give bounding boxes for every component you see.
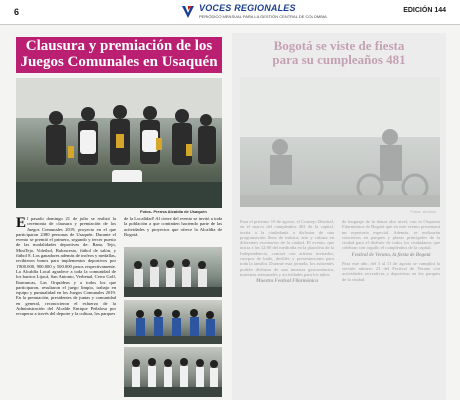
page-number: 6 bbox=[14, 7, 20, 17]
right-article-faded bbox=[232, 33, 446, 400]
right-title-line-2: para su cumpleaños 481 bbox=[272, 52, 406, 67]
right-title-line-1: Bogotá se viste de fiesta bbox=[273, 38, 405, 53]
right-column-2 bbox=[342, 219, 440, 397]
group-photo-1 bbox=[124, 247, 222, 297]
group-photo-1-illustration bbox=[124, 247, 222, 297]
article-column-1 bbox=[16, 216, 116, 398]
voces-regionales-logo-icon bbox=[180, 4, 196, 20]
group-photo-2 bbox=[124, 300, 222, 344]
right-subhead-1: Muestra Festival Filarmónica bbox=[256, 279, 318, 285]
festival-photo bbox=[240, 77, 440, 207]
right-photo-credit: Fotos- Archivo bbox=[410, 209, 436, 214]
award-ceremony-illustration bbox=[16, 78, 222, 208]
right-article-panel bbox=[232, 33, 446, 400]
edition-number: EDICIÓN 144 bbox=[403, 7, 446, 14]
left-article-title bbox=[16, 37, 222, 73]
drop-cap: E bbox=[16, 216, 27, 231]
article-text-2: de la Localidad! Al cierre del evento se invitó a toda la población a que continúen haciendo parte de las actividades y proyectos que ofrece la Alcaldía de Bogotá. bbox=[124, 216, 222, 237]
masthead bbox=[0, 0, 460, 25]
group-photo-3 bbox=[124, 347, 222, 397]
title-line-1: Clausura y premiación de los bbox=[25, 38, 213, 54]
right-text-1: Para el próximo 10 de agosto, el Concejo Distrital, en el marco del cumpleaños 481 de la capital, invita a la ciudadanía a disfrutar de una programación llena de música, arte y cultura en diferentes escenarios de la ciudad. El evento, que inicia a las 12:00 del mediodía en la plazoleta de la Independencia, contará con artistas invitados, cuerpos de baile, desfiles y presentaciones para toda la familia. Durante esta jornada, los asistentes podrán disfrutar de una muestra gastronómica, muestras artesanales y actividades para los niños. bbox=[240, 219, 334, 277]
photo-credit: Fotos- Prensa Alcaldía de Usaquén bbox=[140, 209, 207, 214]
brand-name: VOCES REGIONALES bbox=[199, 3, 296, 13]
group-photo-2-illustration bbox=[124, 300, 222, 344]
article-column-2 bbox=[124, 216, 222, 246]
right-article-title bbox=[236, 39, 442, 67]
right-text-3: Para este año, del 3 al 11 de agosto se cumplirá la versión número 23 del Festival de Verano con actividades recreativas y deportivas en los parques de la ciudad. bbox=[342, 260, 440, 282]
title-line-2: Juegos Comunales en Usaquén bbox=[20, 54, 218, 70]
award-ceremony-photo bbox=[16, 78, 222, 208]
right-text-2: de lenguaje de la danza alto nivel, con la Orquesta Filarmónica de Bogotá que en este evento presentará un repertorio especial. Además, se realizarán conciertos en parques y plazas principales de la ciudad para el disfrute de todos los ciudadanos que celebran con orgullo el cumpleaños de la capital. bbox=[342, 219, 440, 251]
festival-illustration bbox=[240, 77, 440, 207]
brand-tagline: PERIÓDICO MENSUAL PARA LA GESTIÓN CENTRAL DE COLOMBIA bbox=[199, 14, 327, 19]
right-column-1 bbox=[240, 219, 334, 397]
group-photo-3-illustration bbox=[124, 347, 222, 397]
article-text-1: l pasado domingo 21 de julio se realizó la ceremonia de clausura y premiación de los Juegos Comunales 2019, proyecto en el que participaron 2380 personas de Usaquén. Durante el evento se premió el primero, segundo y tercer puesto de las modalidades deportivas de: Rana, Tejo, MiniTejo, Voleibol, Baloncesto, fútbol de salón, y fútbol 8. Los ganadores además de trofeos y medallas, recibieron bonos para implementos deportivos por 1'800.000, 900.000 y 500.000 pesos respectivamente. La Alcaldía Local agradece a toda la comunidad de los barrios Lijacá, San Antonio, Verbenal, Cerro Golf, Ibarrancas, Las Orquídeas y a todos los que participaron, resultaron el juego limpio, trabajo en equipo y puntualidad en los Juegos Comunales 2019. En la premiación, presidentes de juntas y comunidad en general, reconocieron el esfuerzo de la Administración del Alcalde Enrique Peñalosa por recuperar a través del deporte y la cultura, los parques bbox=[16, 216, 116, 317]
right-subhead-2: Festival de Verano, la fiesta de Bogotá bbox=[351, 252, 431, 258]
